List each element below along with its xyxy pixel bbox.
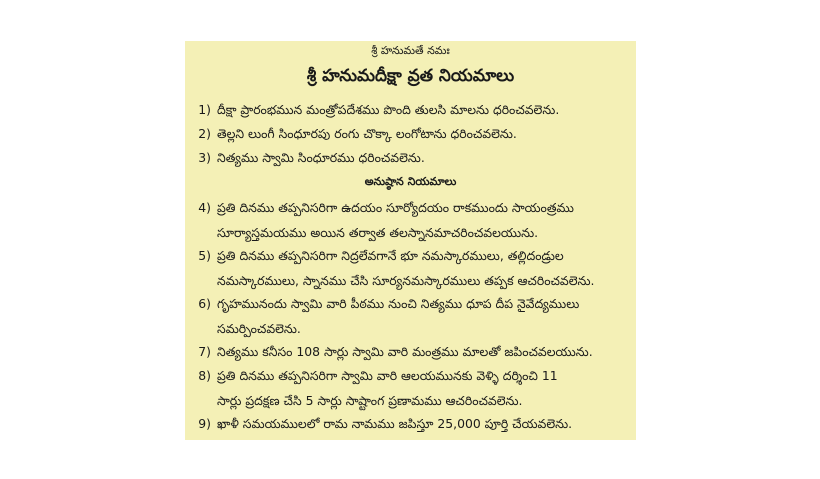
rule-number: 7) bbox=[198, 344, 211, 359]
rule-item-1 bbox=[187, 98, 634, 123]
rule-number: 1) bbox=[198, 102, 211, 117]
rule-text-line: సమర్పించవలెను. bbox=[217, 320, 301, 336]
rule-number: 3) bbox=[198, 150, 211, 165]
rule-item-3 bbox=[187, 146, 634, 171]
rule-item-5 bbox=[187, 244, 634, 293]
rules-document bbox=[185, 41, 636, 440]
rule-text-line: నమస్కారములు, స్నానము చేసి సూర్యనమస్కారములు తప్పక ఆచరించవలెను. bbox=[217, 272, 595, 288]
rule-text-line: సార్లు ప్రదక్షణ చేసి 5 సార్లు సాష్టాంగ ప్రణామము ఆచరించవలెను. bbox=[217, 392, 523, 408]
rule-text-line: నిత్యము కనీసం 108 సార్లు స్వామి వారి మంత్రము మాలతో జపించవలయును. bbox=[217, 344, 593, 359]
rule-text-line: ప్రతి దినము తప్పనిసరిగా స్వామి వారి ఆలయమునకు వెళ్ళి దర్శించి 11 bbox=[217, 368, 558, 383]
rule-item-4 bbox=[187, 196, 634, 245]
rule-text-line: గృహమునందు స్వామి వారి పీఠము నుంచి నిత్యము ధూప దీప నైవేద్యములు bbox=[217, 296, 580, 311]
rule-text-line: తెల్లని లుంగీ సింధూరపు రంగు చొక్కా లంగోటాను ధరించవలెను. bbox=[217, 126, 517, 141]
rule-text-line: నిత్యము స్వామి సింధూరము ధరించవలెను. bbox=[217, 150, 425, 165]
rule-number: 4) bbox=[198, 200, 211, 215]
document-title: శ్రీ హనుమదీక్షా వ్రత నియమాలు bbox=[306, 66, 515, 86]
rule-item-9 bbox=[187, 412, 634, 437]
rule-number: 6) bbox=[198, 296, 211, 311]
invocation-text: శ్రీ హనుమతే నమః bbox=[371, 44, 450, 57]
rule-item-2 bbox=[187, 122, 634, 147]
rule-text-line: దీక్షా ప్రారంభమున మంత్రోపదేశము పొంది తులసి మాలను ధరించవలెను. bbox=[217, 102, 560, 117]
rule-number: 5) bbox=[198, 248, 211, 263]
rule-number: 9) bbox=[198, 416, 211, 431]
rule-number: 8) bbox=[198, 368, 211, 383]
rule-item-7 bbox=[187, 340, 634, 365]
rule-text-line: సూర్యాస్తమయము అయిన తర్వాత తలస్నానమాచరించవలయును. bbox=[217, 224, 539, 240]
rule-number: 2) bbox=[198, 126, 211, 141]
rule-item-6 bbox=[187, 292, 634, 341]
rule-text-line: ప్రతి దినము తప్పనిసరిగా నిద్రలేవగానే భూ నమస్కారములు, తల్లిదండ్రుల bbox=[217, 248, 564, 263]
section-subheading: అనుష్ఠాన నియమాలు bbox=[364, 175, 457, 188]
rule-text-line: ప్రతి దినము తప్పనిసరిగా ఉదయం సూర్యోదయం రాకముందు సాయంత్రము bbox=[217, 200, 574, 215]
rule-text-line: ఖాళీ సమయములలో రామ నామము జపిస్తూ 25,000 పూర్తి చేయవలెను. bbox=[217, 416, 573, 431]
rule-item-8 bbox=[187, 364, 634, 413]
